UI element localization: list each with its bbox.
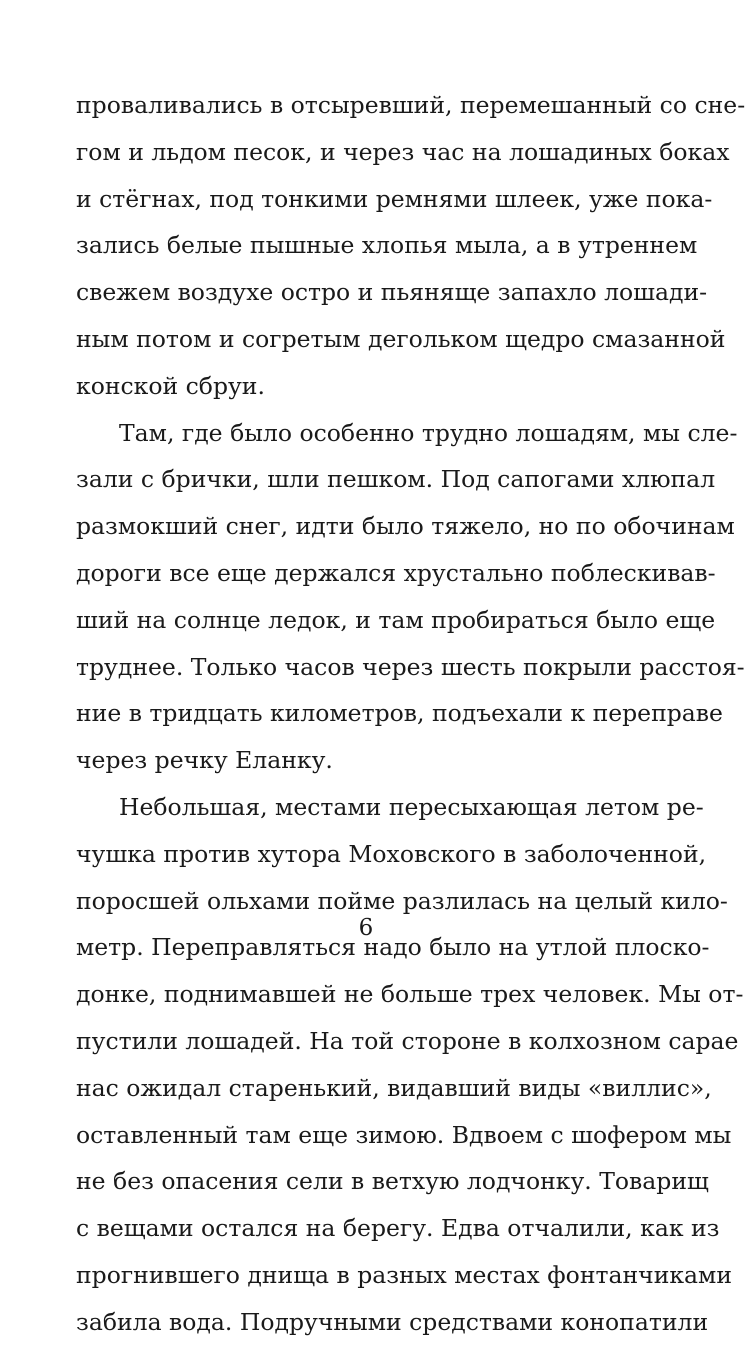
text-line: донке, поднимавшей не больше трех человек. Мы от- <box>76 980 744 1009</box>
page-number: 6 <box>358 915 374 941</box>
text-line: поросшей ольхами пойме разлилась на целый кило- <box>76 886 728 915</box>
text-line: ший на солнце ледок, и там пробираться было еще <box>76 605 716 634</box>
text-line: Там, где было особенно трудно лошадям, мы сле- <box>119 418 738 447</box>
text-line: оставленный там еще зимою. Вдвоем с шофером мы <box>76 1120 732 1149</box>
text-line: метр. Переправляться надо было на утлой плоско- <box>76 933 710 962</box>
text-line: не без опасения сели в ветхую лодчонку. Товарищ <box>76 1167 709 1196</box>
text-line: прогнившего днища в разных местах фонтанчиками <box>76 1260 732 1289</box>
text-line: чушка против хутора Моховского в заболоченной, <box>76 839 707 868</box>
text-line: Небольшая, местами пересыхающая летом ре- <box>119 792 704 821</box>
paragraph-2 <box>76 410 745 784</box>
text-line: забила вода. Подручными средствами конопатили <box>76 1307 709 1336</box>
text-line: пустили лошадей. На той стороне в колхозном сарае <box>76 1026 739 1055</box>
text-line: с вещами остался на берегу. Едва отчалили, как из <box>76 1214 720 1243</box>
paragraph-3 <box>76 784 744 1346</box>
text-line: проваливались в отсыревший, перемешанный со сне- <box>76 91 745 119</box>
text-line: труднее. Только часов через шесть покрыли расстоя- <box>76 652 745 681</box>
text-line: нас ожидал старенький, видавший виды «виллис», <box>76 1073 712 1102</box>
text-line: через речку Еланку. <box>76 746 333 775</box>
text-line: ным потом и согретым дегольком щедро смазанной <box>76 324 726 353</box>
text-line: дороги все еще держался хрустально поблескивав- <box>76 558 716 587</box>
text-line: гом и льдом песок, и через час на лошадиных боках <box>76 137 730 166</box>
text-line: и стёгнах, под тонкими ремнями шлеек, уже пока- <box>76 184 713 213</box>
text-line: конской сбруи. <box>76 371 265 400</box>
page-text <box>76 82 745 1346</box>
text-line: зали с брички, шли пешком. Под сапогами хлюпал <box>76 465 716 494</box>
text-line: свежем воздухе остро и пьяняще запахло лошади- <box>76 278 708 307</box>
text-line: ние в тридцать километров, подъехали к переправе <box>76 699 723 728</box>
text-line: размокший снег, идти было тяжело, но по обочинам <box>76 512 735 541</box>
text-line: зались белые пышные хлопья мыла, а в утреннем <box>76 231 698 260</box>
paragraph-1 <box>76 82 745 410</box>
